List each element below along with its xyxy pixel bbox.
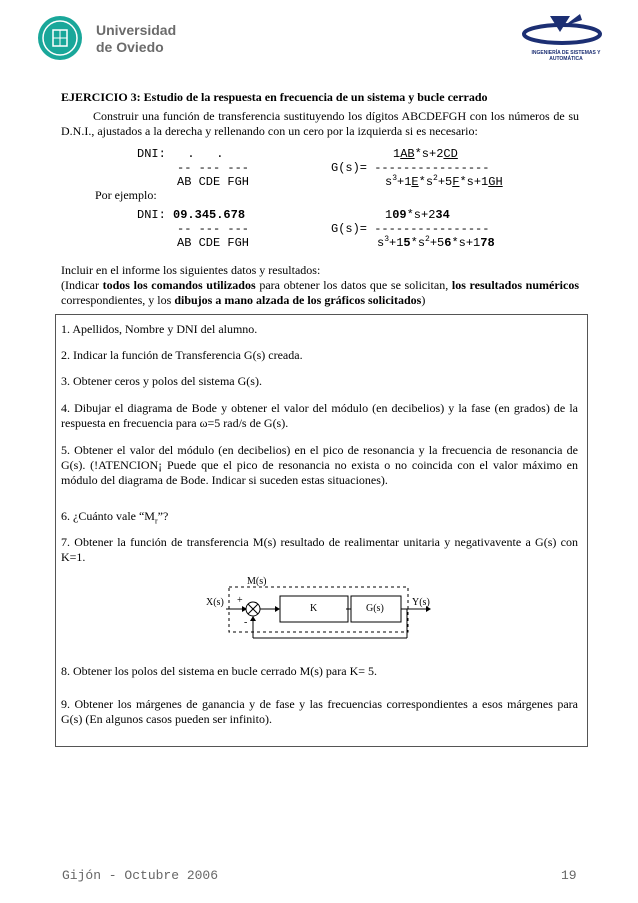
numerator-example: 109*s+234 — [385, 208, 450, 222]
gs-example-label: G(s)= ---------------- — [331, 222, 490, 236]
task-item-4: 4. Dibujar el diagrama de Bode y obtener el valor del módulo (en decibelios) y la fase (en grados) de la respuesta en frecuencia para ω=5 rad/s de G(s). — [61, 401, 578, 430]
gs-template-label: G(s)= ---------------- — [331, 161, 490, 175]
diagram-minus-label: - — [244, 617, 248, 628]
isa-emblem-icon — [520, 12, 604, 52]
university-seal-icon — [38, 16, 82, 60]
task-item-2: 2. Indicar la función de Transferencia G(s) creada. — [61, 348, 303, 362]
dni-template-line — [137, 147, 223, 162]
page-number: 19 — [561, 868, 577, 883]
university-logo — [38, 16, 198, 60]
denominator-template: $s^3+1E*s^2+5F*s+1GH$ — [385, 174, 503, 189]
dni-label: DNI: — [137, 147, 166, 161]
exercise-title: EJERCICIO 3: Estudio de la respuesta en frecuencia de un sistema y bucle cerrado — [61, 90, 488, 104]
exercise-intro: Construir una función de transferencia sustituyendo los dígitos ABCDEFGH con los números de su D.N.I., ajustados a la derecha y rellenando con un cero por la izquierda si es necesario: — [61, 109, 579, 138]
task-item-3: 3. Obtener ceros y polos del sistema G(s). — [61, 374, 262, 388]
dni-dash-groups-example: -- --- --- — [177, 222, 250, 236]
task-item-5: 5. Obtener el valor del módulo (en decibelios) en el pico de resonancia y la frecuencia de resonancia de G(s). (!ATENCION¡ Puede que el pico de resonancia no exista o no coincida con el valor máximo en módulo del diagrama de Bode. Indicar si suceden estas situaciones). — [61, 443, 578, 487]
university-name-line2: de Oviedo — [96, 39, 164, 55]
include-instructions: (Indicar todos los comandos utilizados para obtener los datos que se solicitan, los resultados numéricos correspondientes, y los dibujos a mano alzada de los gráficos solicitados) — [61, 278, 579, 307]
isa-caption: INGENIERÍA DE SISTEMAS Y AUTOMÁTICA — [531, 50, 601, 62]
university-name-line1: Universidad — [96, 22, 177, 38]
feedback-block-diagram — [200, 576, 440, 646]
task-item-8: 8. Obtener los polos del sistema en bucle cerrado M(s) para K= 5. — [61, 664, 378, 678]
diagram-g-label: G(s) — [366, 603, 384, 614]
dni-blank: . . — [173, 147, 224, 161]
task-item-1: 1. Apellidos, Nombre y DNI del alumno. — [61, 322, 258, 336]
numerator-template: 1AB*s+2CD — [393, 147, 458, 161]
diagram-x-label: X(s) — [206, 597, 224, 608]
task-item-9: 9. Obtener los márgenes de ganancia y de fase y las frecuencias correspondientes a esos márgenes para G(s) (En algunos casos pueden ser infinito). — [61, 697, 578, 726]
example-label: Por ejemplo: — [95, 188, 157, 202]
task-item-6: 6. ¿Cuánto vale “$M_r$”? — [61, 509, 169, 526]
diagram-k-label: K — [310, 603, 318, 614]
isa-logo — [520, 12, 604, 66]
diagram-plus-label: + — [237, 595, 243, 606]
dni-letter-groups: AB CDE FGH — [177, 175, 250, 189]
include-line: Incluir en el informe los siguientes datos y resultados: — [61, 263, 321, 277]
denominator-example: $s^3+15*s^2+56*s+178$ — [377, 235, 495, 250]
task-item-7: 7. Obtener la función de transferencia M(s) resultado de realimentar unitaria y negativavente a G(s) con K=1. — [61, 535, 578, 564]
diagram-y-label: Y(s) — [412, 597, 430, 608]
dni-dash-groups: -- --- --- — [177, 161, 250, 175]
dni-example: 09.345.678 — [173, 208, 246, 222]
footer-location-date: Gijón - Octubre 2006 — [62, 868, 219, 883]
dni-letter-groups-example: AB CDE FGH — [177, 236, 250, 250]
diagram-m-label: M(s) — [247, 576, 267, 587]
dni-example-line: DNI: 09.345.678 — [137, 208, 246, 222]
